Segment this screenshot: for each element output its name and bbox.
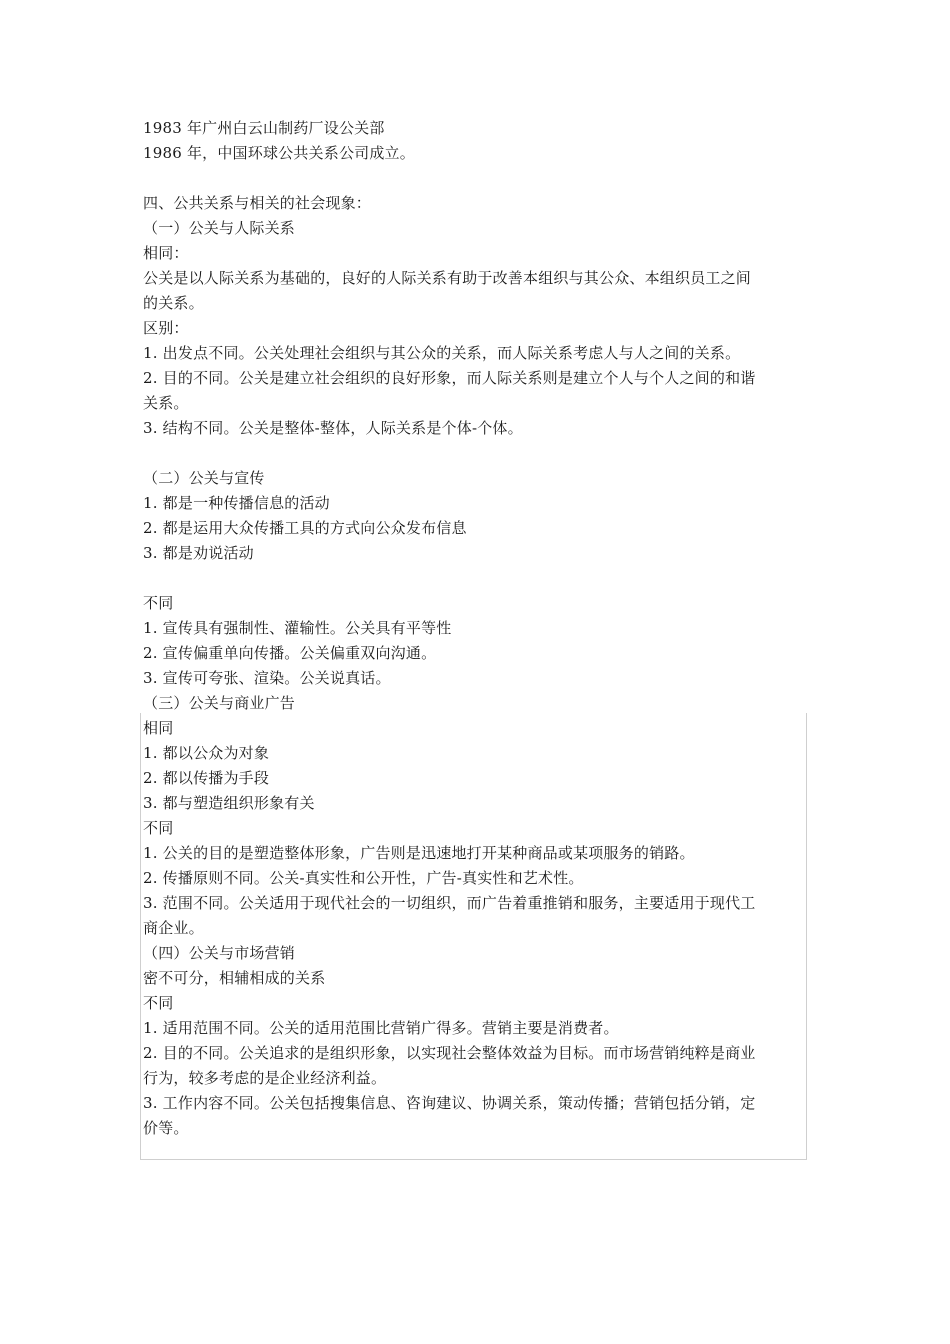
- part3-diff-1: 1. 公关的目的是塑造整体形象，广告则是迅速地打开某种商品或某项服务的销路。: [143, 844, 695, 862]
- history-line-1986: 1986 年，中国环球公共关系公司成立。: [143, 144, 415, 162]
- part1-same-label: 相同：: [143, 244, 189, 262]
- part1-same-text-2: 的关系。: [143, 294, 204, 312]
- part2-same-2: 2. 都是运用大众传播工具的方式向公众发布信息: [143, 519, 467, 537]
- part3-diff-3a: 3. 范围不同。公关适用于现代社会的一切组织，而广告着重推销和服务，主要适用于现代工: [143, 894, 756, 912]
- part3-same-3: 3. 都与塑造组织形象有关: [143, 794, 315, 812]
- part1-diff-2a: 2. 目的不同。公关是建立社会组织的良好形象，而人际关系则是建立个人与个人之间的和谐: [143, 369, 756, 387]
- part3-same-2: 2. 都以传播为手段: [143, 769, 270, 787]
- part3-same-label: 相同: [143, 719, 174, 737]
- part1-diff-1: 1. 出发点不同。公关处理社会组织与其公众的关系，而人际关系考虑人与人之间的关系。: [143, 344, 741, 362]
- history-block: [143, 116, 808, 1141]
- part1-same-text-1: 公关是以人际关系为基础的，良好的人际关系有助于改善本组织与其公众、本组织员工之间: [143, 269, 752, 287]
- part4-relation: 密不可分，相辅相成的关系: [143, 969, 326, 987]
- part2-diff-3: 3. 宣传可夸张、渲染。公关说真话。: [143, 669, 391, 687]
- part4-diff-label: 不同: [143, 994, 174, 1012]
- part2-diff-label: 不同: [143, 594, 174, 612]
- section4-heading: 四、公共关系与相关的社会现象：: [143, 194, 372, 212]
- part4-diff-1: 1. 适用范围不同。公关的适用范围比营销广得多。营销主要是消费者。: [143, 1019, 619, 1037]
- part1-title: （一）公关与人际关系: [143, 219, 296, 237]
- part1-diff-label: 区别：: [143, 319, 189, 337]
- part3-diff-3b: 商企业。: [143, 919, 204, 937]
- part1-diff-2b: 关系。: [143, 394, 189, 412]
- history-line-1983: 1983 年广州白云山制药厂设公关部: [143, 119, 385, 137]
- part3-diff-2: 2. 传播原则不同。公关-真实性和公开性，广告-真实性和艺术性。: [143, 869, 584, 887]
- part3-diff-label: 不同: [143, 819, 174, 837]
- part4-title: （四）公关与市场营销: [143, 944, 296, 962]
- part4-diff-3a: 3. 工作内容不同。公关包括搜集信息、咨询建议、协调关系，策动传播；营销包括分销，定: [143, 1094, 756, 1112]
- part3-same-1: 1. 都以公众为对象: [143, 744, 270, 762]
- part4-diff-2b: 行为，较多考虑的是企业经济利益。: [143, 1069, 387, 1087]
- part4-diff-3b: 价等。: [143, 1119, 189, 1137]
- part2-same-3: 3. 都是劝说活动: [143, 544, 254, 562]
- part2-same-1: 1. 都是一种传播信息的活动: [143, 494, 330, 512]
- part2-title: （二）公关与宣传: [143, 469, 265, 487]
- part2-diff-2: 2. 宣传偏重单向传播。公关偏重双向沟通。: [143, 644, 437, 662]
- part3-title: （三）公关与商业广告: [143, 694, 296, 712]
- part2-diff-1: 1. 宣传具有强制性、灌输性。公关具有平等性: [143, 619, 452, 637]
- part1-diff-3: 3. 结构不同。公关是整体-整体，人际关系是个体-个体。: [143, 419, 523, 437]
- part4-diff-2a: 2. 目的不同。公关追求的是组织形象，以实现社会整体效益为目标。而市场营销纯粹是商业: [143, 1044, 756, 1062]
